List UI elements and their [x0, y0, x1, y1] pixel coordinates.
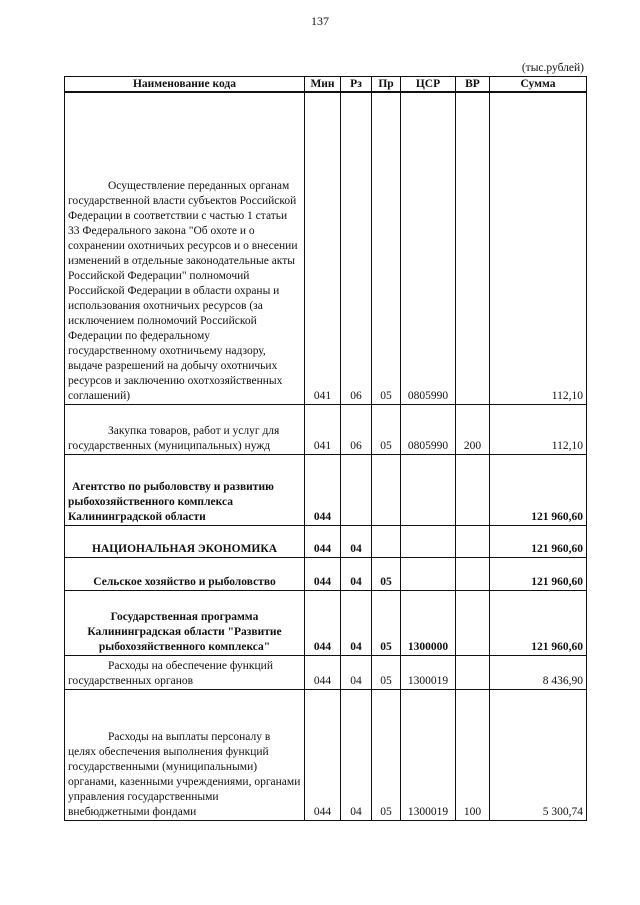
table-row: [65, 454, 587, 525]
row-vr: [456, 557, 490, 590]
row-sum: 121 960,60: [490, 557, 587, 590]
units-label: (тыс.рублей): [521, 62, 584, 74]
header-vr: ВР: [456, 77, 490, 93]
row-sum: 112,10: [490, 404, 587, 454]
row-pr: 05: [372, 92, 401, 404]
row-name: Расходы на обеспечение функций государственных органов: [65, 655, 305, 689]
row-rz: 06: [341, 92, 372, 404]
row-csr: [401, 557, 456, 590]
header-csr: ЦСР: [401, 77, 456, 93]
row-name: Расходы на выплаты персоналу в целях обеспечения выполнения функций государственными (муниципальными) органами, казенными учреждениями, органами управления государственными внебюджетными фондами: [65, 689, 305, 820]
row-csr: 0805990: [401, 404, 456, 454]
row-name: Агентство по рыболовству и развитию рыбохозяйственного комплекса Калининградской области: [65, 454, 305, 525]
row-pr: 05: [372, 590, 401, 655]
row-csr: [401, 454, 456, 525]
header-name: Наименование кода: [65, 77, 305, 93]
row-name: НАЦИОНАЛЬНАЯ ЭКОНОМИКА: [65, 525, 305, 557]
row-vr: [456, 454, 490, 525]
row-name: Сельское хозяйство и рыболовство: [65, 557, 305, 590]
row-rz: 04: [341, 590, 372, 655]
row-rz: [341, 454, 372, 525]
row-min: 041: [305, 92, 341, 404]
row-rz: 04: [341, 525, 372, 557]
header-sum: Сумма: [490, 77, 587, 93]
row-sum: 8 436,90: [490, 655, 587, 689]
row-pr: 05: [372, 404, 401, 454]
row-name: Государственная программа Калининградская области "Развитие рыбохозяйственного комплекса": [65, 590, 305, 655]
row-pr: [372, 525, 401, 557]
row-min: 044: [305, 557, 341, 590]
row-pr: 05: [372, 689, 401, 820]
row-min: 044: [305, 525, 341, 557]
row-name: Осуществление переданных органам государственной власти субъектов Российской Федерации в соответствии с частью 1 статьи 33 Федерального закона "Об охоте и о сохранении охотничьих ресурсов и о внесении изменений в отдельные законодательные акты Российской Федерации" полномочий Российской Федерации в области охраны и использования охотничьих ресурсов (за исключением полномочий Российской Федерации по федеральному государственному охотничьему надзору, выдаче разрешений на добычу охотничьих ресурсов и заключению охотхозяйственных соглашений): [65, 92, 305, 404]
row-rz: 04: [341, 557, 372, 590]
row-vr: [456, 655, 490, 689]
header-pr: Пр: [372, 77, 401, 93]
row-vr: [456, 525, 490, 557]
row-rz: 06: [341, 404, 372, 454]
row-sum: 121 960,60: [490, 590, 587, 655]
table-row: [65, 404, 587, 454]
row-vr: 200: [456, 404, 490, 454]
row-min: 044: [305, 689, 341, 820]
table-row: [65, 689, 587, 820]
row-sum: 112,10: [490, 92, 587, 404]
row-csr: 1300000: [401, 590, 456, 655]
budget-table: [64, 76, 587, 821]
row-min: 044: [305, 454, 341, 525]
row-pr: 05: [372, 557, 401, 590]
row-rz: 04: [341, 655, 372, 689]
table-header-row: [65, 77, 587, 93]
row-pr: 05: [372, 655, 401, 689]
row-vr: 100: [456, 689, 490, 820]
row-csr: 0805990: [401, 92, 456, 404]
header-min: Мин: [305, 77, 341, 93]
row-min: 041: [305, 404, 341, 454]
header-rz: Рз: [341, 77, 372, 93]
table-row: [65, 525, 587, 557]
row-csr: [401, 525, 456, 557]
page-number: 137: [311, 14, 329, 28]
row-rz: 04: [341, 689, 372, 820]
row-sum: 121 960,60: [490, 454, 587, 525]
row-vr: [456, 590, 490, 655]
table-row: [65, 92, 587, 404]
row-sum: 121 960,60: [490, 525, 587, 557]
row-vr: [456, 92, 490, 404]
row-min: 044: [305, 655, 341, 689]
row-csr: 1300019: [401, 655, 456, 689]
table-row: [65, 655, 587, 689]
row-name: Закупка товаров, работ и услуг для государственных (муниципальных) нужд: [65, 404, 305, 454]
row-sum: 5 300,74: [490, 689, 587, 820]
row-pr: [372, 454, 401, 525]
row-min: 044: [305, 590, 341, 655]
table-row: [65, 590, 587, 655]
row-csr: 1300019: [401, 689, 456, 820]
table-row: [65, 557, 587, 590]
